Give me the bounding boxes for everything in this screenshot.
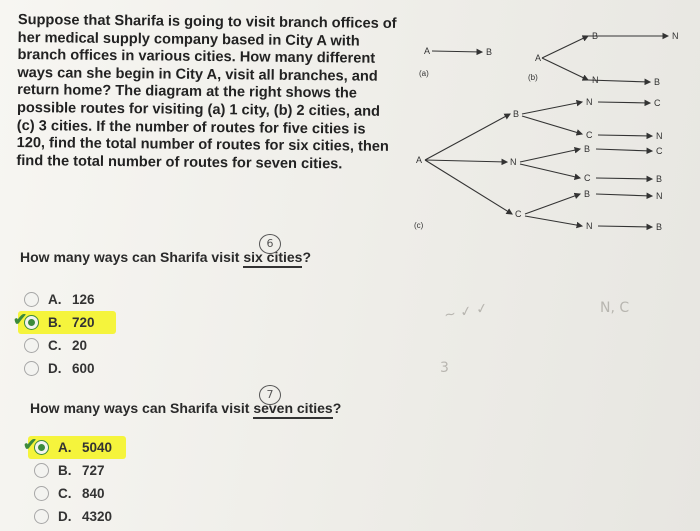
option-d[interactable] bbox=[24, 357, 116, 380]
node-n: N bbox=[656, 131, 663, 141]
node-n: N bbox=[586, 97, 593, 107]
route-tree-diagram bbox=[400, 14, 700, 244]
option-letter: A. bbox=[58, 440, 72, 455]
option-value: 20 bbox=[72, 338, 88, 353]
problem-line: possible routes for visiting (a) 1 city, (b) 2 cities, and bbox=[16, 99, 381, 120]
problem-line: Suppose that Sharifa is going to visit branch offices of bbox=[17, 12, 397, 32]
problem-line: find the total number of routes for seven cities. bbox=[16, 152, 343, 173]
option-b[interactable] bbox=[34, 459, 126, 482]
node-b: B bbox=[513, 109, 520, 119]
question-suffix: ? bbox=[302, 249, 312, 265]
question-underlined: six cities bbox=[243, 249, 302, 268]
option-letter: D. bbox=[58, 509, 72, 524]
option-letter: C. bbox=[48, 338, 62, 353]
node-b: B bbox=[592, 31, 599, 41]
checkmark-icon: ✔ bbox=[13, 310, 28, 329]
option-letter: D. bbox=[48, 361, 62, 376]
pencil-scribble: ~ ✓ ✓ bbox=[442, 300, 490, 324]
diagram-label-a: (a) bbox=[419, 69, 429, 78]
radio-button[interactable] bbox=[24, 292, 39, 307]
option-value: 4320 bbox=[82, 509, 113, 524]
problem-line: return home? The diagram at the right shows the bbox=[17, 82, 357, 102]
option-value: 840 bbox=[82, 486, 105, 501]
option-value: 720 bbox=[72, 315, 95, 330]
answer-options-six bbox=[13, 288, 116, 380]
node-c: C bbox=[515, 209, 522, 219]
option-c[interactable] bbox=[24, 334, 116, 357]
checkmark-icon: ✔ bbox=[23, 435, 38, 454]
question-text: How many ways can Sharifa visit bbox=[30, 400, 254, 416]
option-b-selected[interactable] bbox=[13, 310, 116, 334]
node-b: B bbox=[584, 189, 591, 199]
problem-statement bbox=[16, 12, 406, 174]
option-value: 600 bbox=[72, 361, 95, 376]
question-underlined: seven cities bbox=[253, 400, 332, 419]
question-seven-cities bbox=[30, 400, 341, 416]
node-n: N bbox=[586, 221, 593, 231]
radio-button[interactable] bbox=[24, 338, 39, 353]
handwritten-note: 6 bbox=[259, 234, 281, 254]
option-value: 727 bbox=[82, 463, 105, 478]
problem-line: her medical supply company based in City A with bbox=[17, 29, 360, 50]
node-c: C bbox=[586, 130, 593, 140]
problem-line: branch offices in various cities. How many different bbox=[17, 47, 376, 67]
node-n: N bbox=[510, 157, 517, 167]
node-n: N bbox=[592, 75, 599, 85]
question-suffix: ? bbox=[332, 400, 342, 416]
node-c: C bbox=[584, 173, 591, 183]
radio-button[interactable] bbox=[34, 509, 49, 524]
radio-button[interactable] bbox=[34, 486, 49, 501]
pencil-scribble: N, C bbox=[600, 300, 630, 316]
node-c: C bbox=[654, 98, 661, 108]
option-letter: B. bbox=[48, 315, 62, 330]
option-value: 126 bbox=[72, 292, 95, 307]
option-letter: C. bbox=[58, 486, 72, 501]
radio-button[interactable] bbox=[24, 361, 39, 376]
answer-options-seven bbox=[23, 435, 126, 528]
node-a: A bbox=[535, 53, 542, 63]
question-text: How many ways can Sharifa visit bbox=[20, 249, 244, 265]
node-b: B bbox=[584, 144, 591, 154]
node-b: B bbox=[656, 222, 663, 232]
node-c: C bbox=[656, 146, 663, 156]
option-c[interactable] bbox=[34, 482, 126, 505]
handwritten-note: 7 bbox=[259, 385, 281, 405]
problem-line: (c) 3 cities. If the number of routes for five cities is bbox=[16, 117, 366, 138]
option-letter: B. bbox=[58, 463, 72, 478]
radio-button[interactable] bbox=[34, 463, 49, 478]
node-b: B bbox=[656, 174, 663, 184]
option-value: 5040 bbox=[82, 440, 113, 455]
option-letter: A. bbox=[48, 292, 62, 307]
pencil-scribble: 3 bbox=[440, 360, 449, 376]
problem-line: ways can she begin in City A, visit all branches, and bbox=[17, 64, 378, 85]
node-a: A bbox=[416, 155, 423, 165]
node-a: A bbox=[424, 46, 431, 56]
node-b: B bbox=[654, 77, 661, 87]
diagram-node-labels bbox=[416, 31, 679, 232]
diagram-label-c: (c) bbox=[414, 221, 424, 230]
option-a-selected[interactable] bbox=[23, 435, 126, 459]
diagram-label-b: (b) bbox=[528, 73, 538, 82]
node-n: N bbox=[656, 191, 663, 201]
option-d[interactable] bbox=[34, 505, 126, 528]
node-b: B bbox=[486, 47, 493, 57]
problem-line: 120, find the total number of routes for six cities, then bbox=[16, 135, 389, 156]
node-n: N bbox=[672, 31, 679, 41]
option-a[interactable] bbox=[24, 288, 116, 311]
